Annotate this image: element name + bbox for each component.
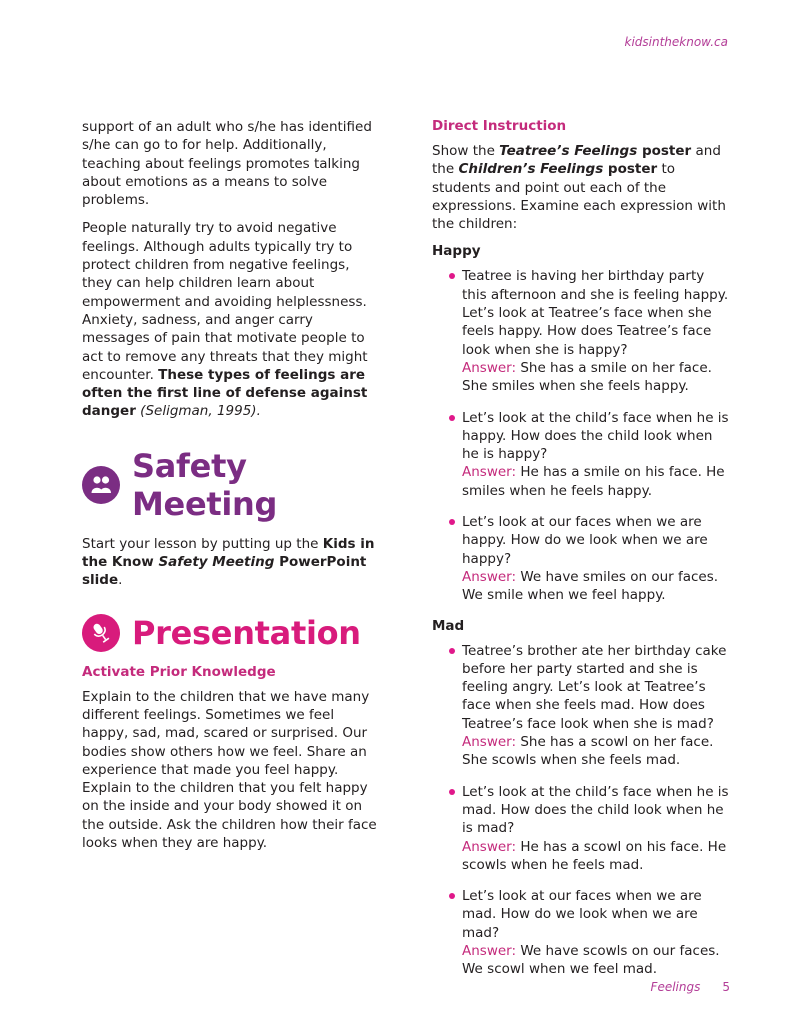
answer-label: Answer: — [462, 734, 517, 751]
happy-list — [432, 267, 732, 604]
key-statement: These types of feelings are often the first line of defense against danger — [82, 366, 368, 420]
answer-label: Answer: — [462, 942, 517, 959]
citation: (Seligman, 1995). — [140, 403, 261, 420]
safety-meeting-intro: Start your lesson by putting up the Kids in the Know Safety Meeting PowerPoint slide. — [82, 535, 375, 589]
list-item: Let’s look at the child’s face when he is happy. How does the child look when he is happy? Answer: He has a smile on his face. He smiles when he feels happy. — [462, 409, 732, 500]
safety-meeting-title: Safety Meeting — [132, 446, 278, 523]
page-number: 5 — [722, 980, 730, 994]
list-item: Let’s look at our faces when we are mad. How do we look when we are mad? Answer: We have scowls on our faces. We scowl when we feel mad. — [462, 887, 732, 978]
list-item: Teatree’s brother ate her birthday cake before her party started and she is feeling angry. Let’s look at Teatree’s face when she feels mad. How does Teatree’s face look when she is mad? Answer: She has a scowl on her face. She scowls when she feels mad. — [462, 642, 732, 770]
direct-instruction-intro: Show the Teatree’s Feelings poster and the Children’s Feelings poster to students and point out each of the expressions. Examine each expression with the children: — [432, 143, 726, 233]
activate-prior-knowledge-heading: Activate Prior Knowledge — [82, 663, 276, 680]
negative-feelings-paragraph: People naturally try to avoid negative feelings. Although adults typically try to protect children from negative feelings, they can help children learn about empowerment and avoiding helplessness. Anxiety, sadness, and anger carry messages of pain that motivate people to act to remove any threats that they might encounter. These types of feelings are often the first line of defense against danger (Seligman, 1995). — [82, 220, 368, 420]
safety-meeting-header — [82, 447, 382, 523]
happy-heading: Happy — [432, 243, 481, 260]
footer-title: Feelings — [650, 980, 701, 994]
answer-label: Answer: — [462, 568, 517, 585]
presentation-body: Explain to the children that we have many different feelings. Sometimes we feel happy, sad, mad, scared or surprised. Our bodies show others how we feel. Share an experience that made you feel happy. Explain to the children that you felt happy on the inside and your body showed it on the outside. Ask the children how their face looks when they are happy. — [82, 688, 377, 852]
mad-heading: Mad — [432, 617, 465, 634]
list-item: Teatree is having her birthday party this afternoon and she is feeling happy. Let’s look at Teatree’s face when she feels happy. How does Teatree’s face look when she is happy? Answer: She has a smile on her face. She smiles when she feels happy. — [462, 267, 732, 395]
answer-label: Answer: — [462, 464, 517, 481]
left-column — [82, 118, 382, 862]
list-item: Let’s look at the child’s face when he is mad. How does the child look when he is mad? Answer: He has a scowl on his face. He scowls when he feels mad. — [462, 783, 732, 874]
site-url: kidsintheknow.ca — [624, 35, 728, 49]
presentation-title: Presentation — [132, 613, 361, 652]
presentation-header — [82, 614, 382, 652]
answer-label: Answer: — [462, 838, 517, 855]
right-column — [432, 118, 732, 992]
mad-list — [432, 642, 732, 979]
answer-label: Answer: — [462, 359, 517, 376]
microphone-icon — [82, 614, 120, 652]
intro-paragraph: support of an adult who s/he has identified s/he can go to for help. Additionally, teaching about feelings promotes talking about emotions as a means to solve problems. — [82, 119, 372, 209]
direct-instruction-heading: Direct Instruction — [432, 118, 567, 134]
list-item: Let’s look at our faces when we are happy. How do we look when we are happy? Answer: We have smiles on our faces. We smile when we feel happy. — [462, 513, 732, 604]
page-footer — [651, 980, 730, 994]
people-icon — [82, 466, 120, 504]
